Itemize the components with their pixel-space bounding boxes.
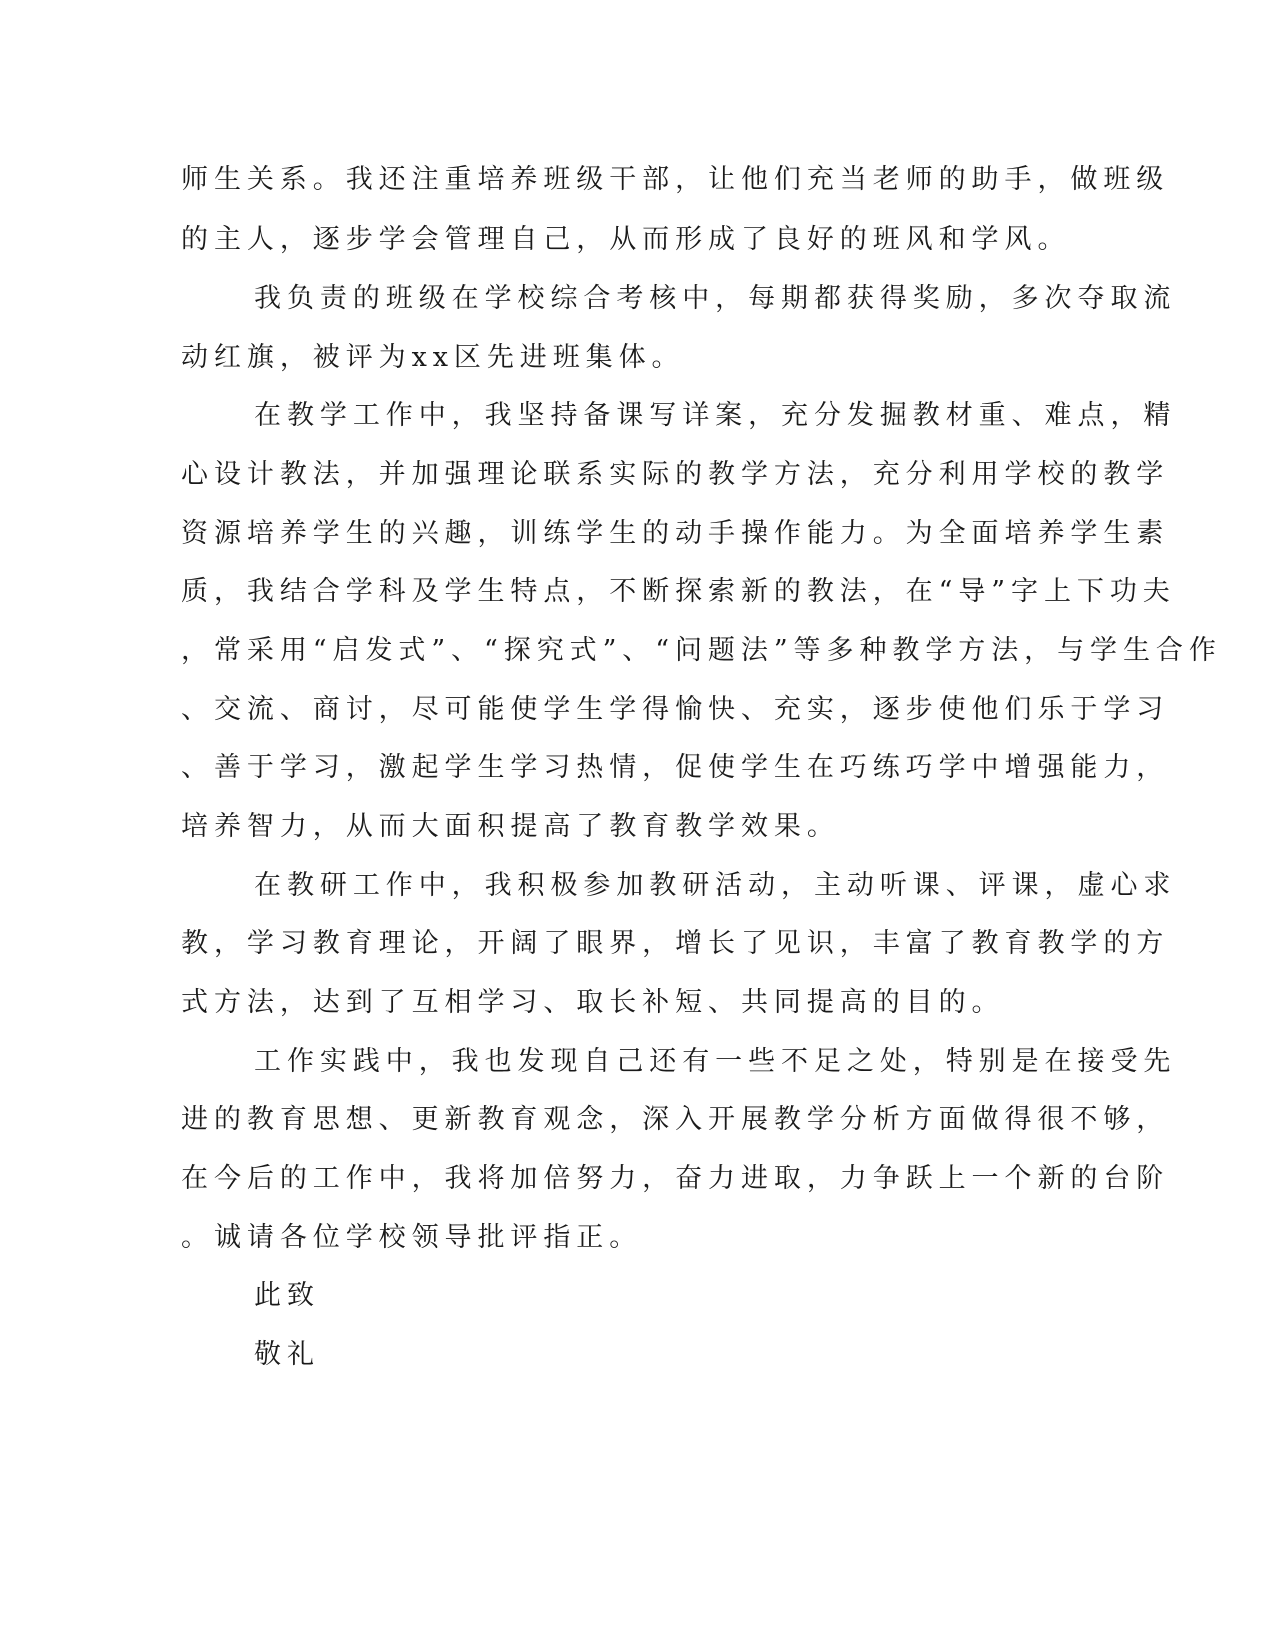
closing-regards: 敬礼 <box>254 1339 320 1370</box>
text-line: 。诚请各位学校领导批评指正。 <box>181 1222 643 1253</box>
text-line: 进的教育思想、更新教育观念，深入开展教学分析方面做得很不够， <box>181 1104 1170 1135</box>
paragraph-start: 我负责的班级在学校综合考核中，每期都获得奖励，多次夺取流 <box>254 283 1177 314</box>
text-line: 质，我结合学科及学生特点，不断探索新的教法，在“导”字上下功夫 <box>181 576 1176 607</box>
text-line: ，常采用“启发式”、“探究式”、“问题法”等多种教学方法，与学生合作 <box>181 635 1222 666</box>
text-line: 教，学习教育理论，开阔了眼界，增长了见识，丰富了教育教学的方 <box>181 928 1170 959</box>
text-line: 资源培养学生的兴趣，训练学生的动手操作能力。为全面培养学生素 <box>181 518 1170 549</box>
text-line: 式方法，达到了互相学习、取长补短、共同提高的目的。 <box>181 987 1005 1018</box>
closing-salutation: 此致 <box>254 1280 320 1311</box>
text-line: 动红旗，被评为xx区先进班集体。 <box>181 342 685 373</box>
paragraph-start: 在教研工作中，我积极参加教研活动，主动听课、评课，虚心求 <box>254 870 1177 901</box>
text-line: 师生关系。我还注重培养班级干部，让他们充当老师的助手，做班级 <box>181 164 1170 195</box>
text-line: 的主人，逐步学会管理自己，从而形成了良好的班风和学风。 <box>181 224 1071 255</box>
text-line: 在今后的工作中，我将加倍努力，奋力进取，力争跃上一个新的台阶 <box>181 1163 1170 1194</box>
text-line: 、交流、商讨，尽可能使学生学得愉快、充实，逐步使他们乐于学习 <box>181 694 1170 725</box>
text-line: 、善于学习，激起学生学习热情，促使学生在巧练巧学中增强能力， <box>181 752 1170 783</box>
paragraph-start: 工作实践中，我也发现自己还有一些不足之处，特别是在接受先 <box>254 1046 1177 1077</box>
text-line: 心设计教法，并加强理论联系实际的教学方法，充分利用学校的教学 <box>181 459 1170 490</box>
text-line: 培养智力，从而大面积提高了教育教学效果。 <box>181 811 840 842</box>
paragraph-start: 在教学工作中，我坚持备课写详案，充分发掘教材重、难点，精 <box>254 400 1177 431</box>
